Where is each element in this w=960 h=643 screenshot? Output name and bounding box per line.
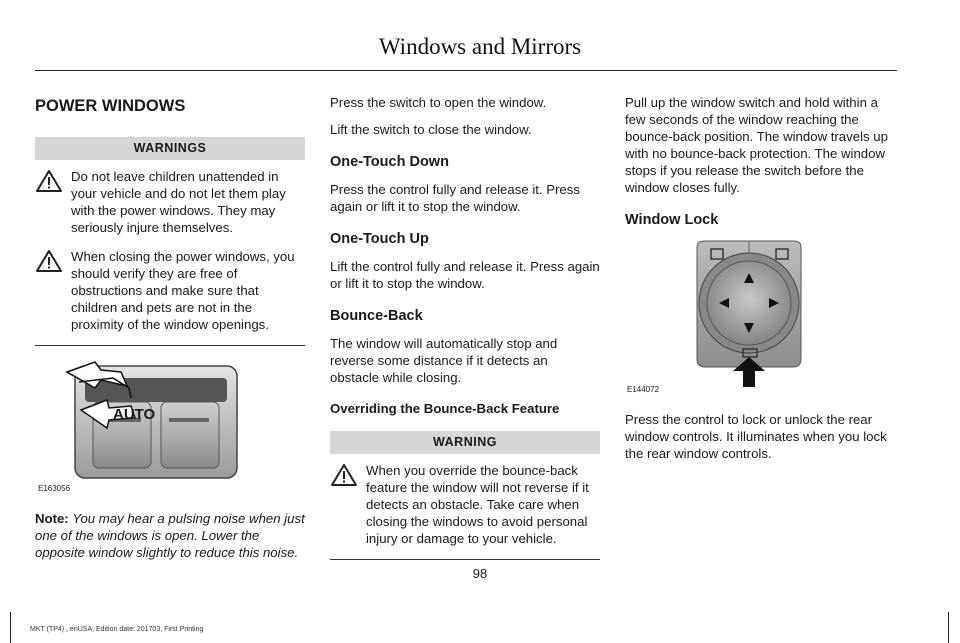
heading-bounce-back: Bounce-Back xyxy=(330,308,423,324)
auto-label: AUTO xyxy=(113,406,156,423)
warning-triangle-icon xyxy=(330,463,358,487)
paragraph-bounce-back: The window will automatically stop and reverse some distance if it detects an obstacle while closing. xyxy=(330,336,558,385)
paragraph-open: Press the switch to open the window. xyxy=(330,95,547,110)
heading-window-lock: Window Lock xyxy=(625,212,719,228)
note-paragraph xyxy=(35,510,305,561)
warning-item-2 xyxy=(35,248,305,333)
page-header-title: Windows and Mirrors xyxy=(378,34,582,59)
figure-code: E144072 xyxy=(627,385,660,394)
note-text: You may hear a pulsing noise when just one of the windows is open. Lower the opposite window slightly to reduce this noise. xyxy=(35,511,305,560)
figure-code: E163056 xyxy=(38,484,71,493)
warnings-bar: WARNINGS xyxy=(35,137,305,160)
paragraph-window-lock: Press the control to lock or unlock the rear window controls. It illuminates when you lock the rear window controls. xyxy=(625,412,887,461)
column-1 xyxy=(35,94,305,571)
warning-item-override xyxy=(330,462,600,547)
warning-rule xyxy=(330,559,600,560)
paragraph-one-touch-down: Press the control fully and release it. Press again or lift it to stop the window. xyxy=(330,182,580,214)
window-switch-figure xyxy=(35,358,305,493)
column-2 xyxy=(330,94,600,572)
heading-override: Overriding the Bounce-Back Feature xyxy=(330,401,560,416)
warning-item-1 xyxy=(35,168,305,236)
note-label: Note: xyxy=(35,511,69,526)
warning-bar: WARNING xyxy=(330,431,600,454)
paragraph-close: Lift the switch to close the window. xyxy=(330,122,532,137)
heading-one-touch-up: One-Touch Up xyxy=(330,231,429,247)
page-number: 98 xyxy=(472,566,488,581)
section-heading-power-windows: POWER WINDOWS xyxy=(35,97,186,115)
footer-edition: MKT (TP4) , enUSA, Edition date: 201703, First Printing xyxy=(30,626,204,633)
warning-text-override: When you override the bounce-back feature the window will not reverse if it detects an obstacle. Take care when closing the windows to avoid personal injury or damage to your vehicle. xyxy=(366,463,589,546)
warning-triangle-icon xyxy=(35,249,63,273)
header-rule xyxy=(35,70,897,71)
warning-text-1: Do not leave children unattended in your vehicle and do not let them play with the power windows. They may seriously injure themselves. xyxy=(71,169,286,235)
paragraph-one-touch-up: Lift the control fully and release it. Press again or lift it to stop the window. xyxy=(330,259,600,291)
column-3 xyxy=(625,94,895,472)
warning-triangle-icon xyxy=(35,169,63,193)
window-switch-illustration xyxy=(35,358,305,490)
heading-one-touch-down: One-Touch Down xyxy=(330,154,449,170)
warning-text-2: When closing the power windows, you should verify they are free of obstructions and make sure that children and pets are not in the proximity of the window openings. xyxy=(71,249,295,332)
paragraph-override: Pull up the window switch and hold within a few seconds of the window reaching the bounce-back position. The window travels up with no bounce-back protection. The window stops if you release the switch before the window closes fully. xyxy=(625,95,888,195)
crop-mark xyxy=(948,612,949,643)
mirror-control-figure xyxy=(625,239,895,394)
mirror-control-illustration xyxy=(625,239,895,389)
crop-mark xyxy=(10,612,11,643)
warnings-rule xyxy=(35,345,305,346)
